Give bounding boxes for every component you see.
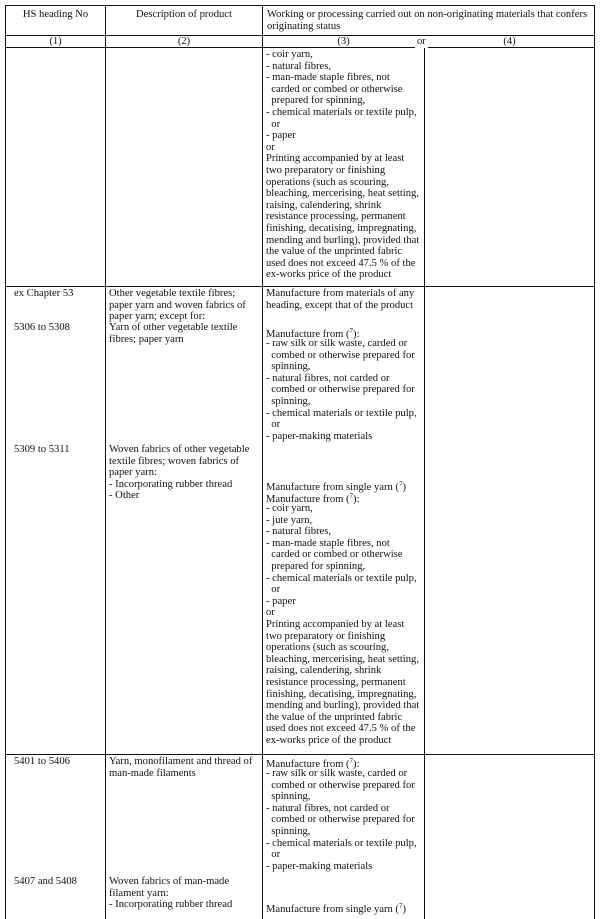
header-working-processing: Working or processing carried out on non-originating materials that confers originating status: [267, 9, 588, 32]
row-5306-5308-working-head: Manufacture from ($^7$):: [266, 327, 360, 340]
header-description: Description of product: [136, 9, 232, 20]
row-5306-5308-heading: 5306 to 5308: [14, 322, 70, 333]
row-5306-5308-working-list: - raw silk or silk waste, carded or combed or otherwise prepared for spinning, - natural fibres, not carded or combed or otherwise prepared for spinning, - chemical materials or textile pulp, or - paper-making materials: [266, 338, 417, 442]
row-5309-5311-heading: 5309 to 5311: [14, 444, 70, 455]
column-number-3: (3): [337, 36, 350, 47]
row-5309-5311-working-other-head: Manufacture from ($^7$):: [266, 492, 360, 505]
row-5309-5311-working-rubber: Manufacture from single yarn ($^7$): [266, 480, 406, 493]
row-5306-5308-description: Yarn of other vegetable textile fibres; paper yarn: [109, 322, 238, 345]
column-divider-3-4: [424, 35, 425, 919]
row-5401-5406-heading: 5401 to 5406: [14, 756, 70, 767]
row-ex-chapter-53-description: Other vegetable textile fibres; paper yarn and woven fabrics of paper yarn; except for:: [109, 288, 246, 323]
header-hs-heading: HS heading No: [22, 9, 89, 20]
block-divider-2: [5, 754, 595, 755]
column-number-2: (2): [177, 36, 191, 47]
row-5309-5311-description: Woven fabrics of other vegetable textile fibres; woven fabrics of paper yarn: - Incorporating rubber thread - Other: [109, 444, 250, 502]
row-5309-5311-working-list: - coir yarn, - jute yarn, - natural fibres, - man-made staple fibres, not carded or combed or otherwise prepared for spinning, - chemical materials or textile pulp, or - paper or Printing accompanied by at least two preparatory or finishing operations (such as scouring, bleaching, mercerising, heat setting, raising, calendering, shrink resistance processing, permanent finishing, decatising, impregnating, mending and burling), provided that the value of the unprinted fabric used does not exceed 47.5 % of the ex-works price of the product: [266, 503, 420, 746]
row-5401-5406-working-list: - raw silk or silk waste, carded or combed or otherwise prepared for spinning, - natural fibres, not carded or combed or otherwise prepared for spinning, - chemical materials or textile pulp, or - paper-making materials: [266, 768, 417, 872]
column-number-1: (1): [49, 36, 62, 47]
column-or-label: or: [417, 36, 426, 47]
column-number-4: (4): [503, 36, 516, 47]
row-5401-5406-working-head: Manufacture from ($^7$):: [266, 757, 360, 770]
column-divider-2-3: [262, 5, 263, 919]
table-border-left: [5, 5, 6, 919]
row-5407-5408-description: Woven fabrics of man-made filament yarn: - Incorporating rubber thread: [109, 876, 233, 911]
row-ex-chapter-53-heading: ex Chapter 53: [14, 288, 74, 299]
block1-col3-text: - coir yarn, - natural fibres, - man-made staple fibres, not carded or combed or otherwise prepared for spinning, - chemical materials or textile pulp, or - paper or Printing accompanied by at least two preparatory or finishing operations (such as scouring, bleaching, mercerising, heat setting, raising, calendering, shrink resistance processing, permanent finishing, decatising, impregnating, mending and burling), provided that the value of the unprinted fabric used does not exceed 47.5 % of the ex-works price of the product: [266, 49, 420, 281]
table-border-right: [594, 5, 595, 919]
row-5407-5408-working: Manufacture from single yarn ($^7$): [266, 902, 406, 915]
column-divider-1-2: [105, 5, 106, 919]
row-5407-5408-heading: 5407 and 5408: [14, 876, 77, 887]
table-border-top: [5, 5, 595, 6]
block-divider-1: [5, 286, 595, 287]
row-5401-5406-description: Yarn, monofilament and thread of man-made filaments: [109, 756, 253, 779]
row-ex-chapter-53-working: Manufacture from materials of any heading, except that of the product: [266, 288, 415, 311]
